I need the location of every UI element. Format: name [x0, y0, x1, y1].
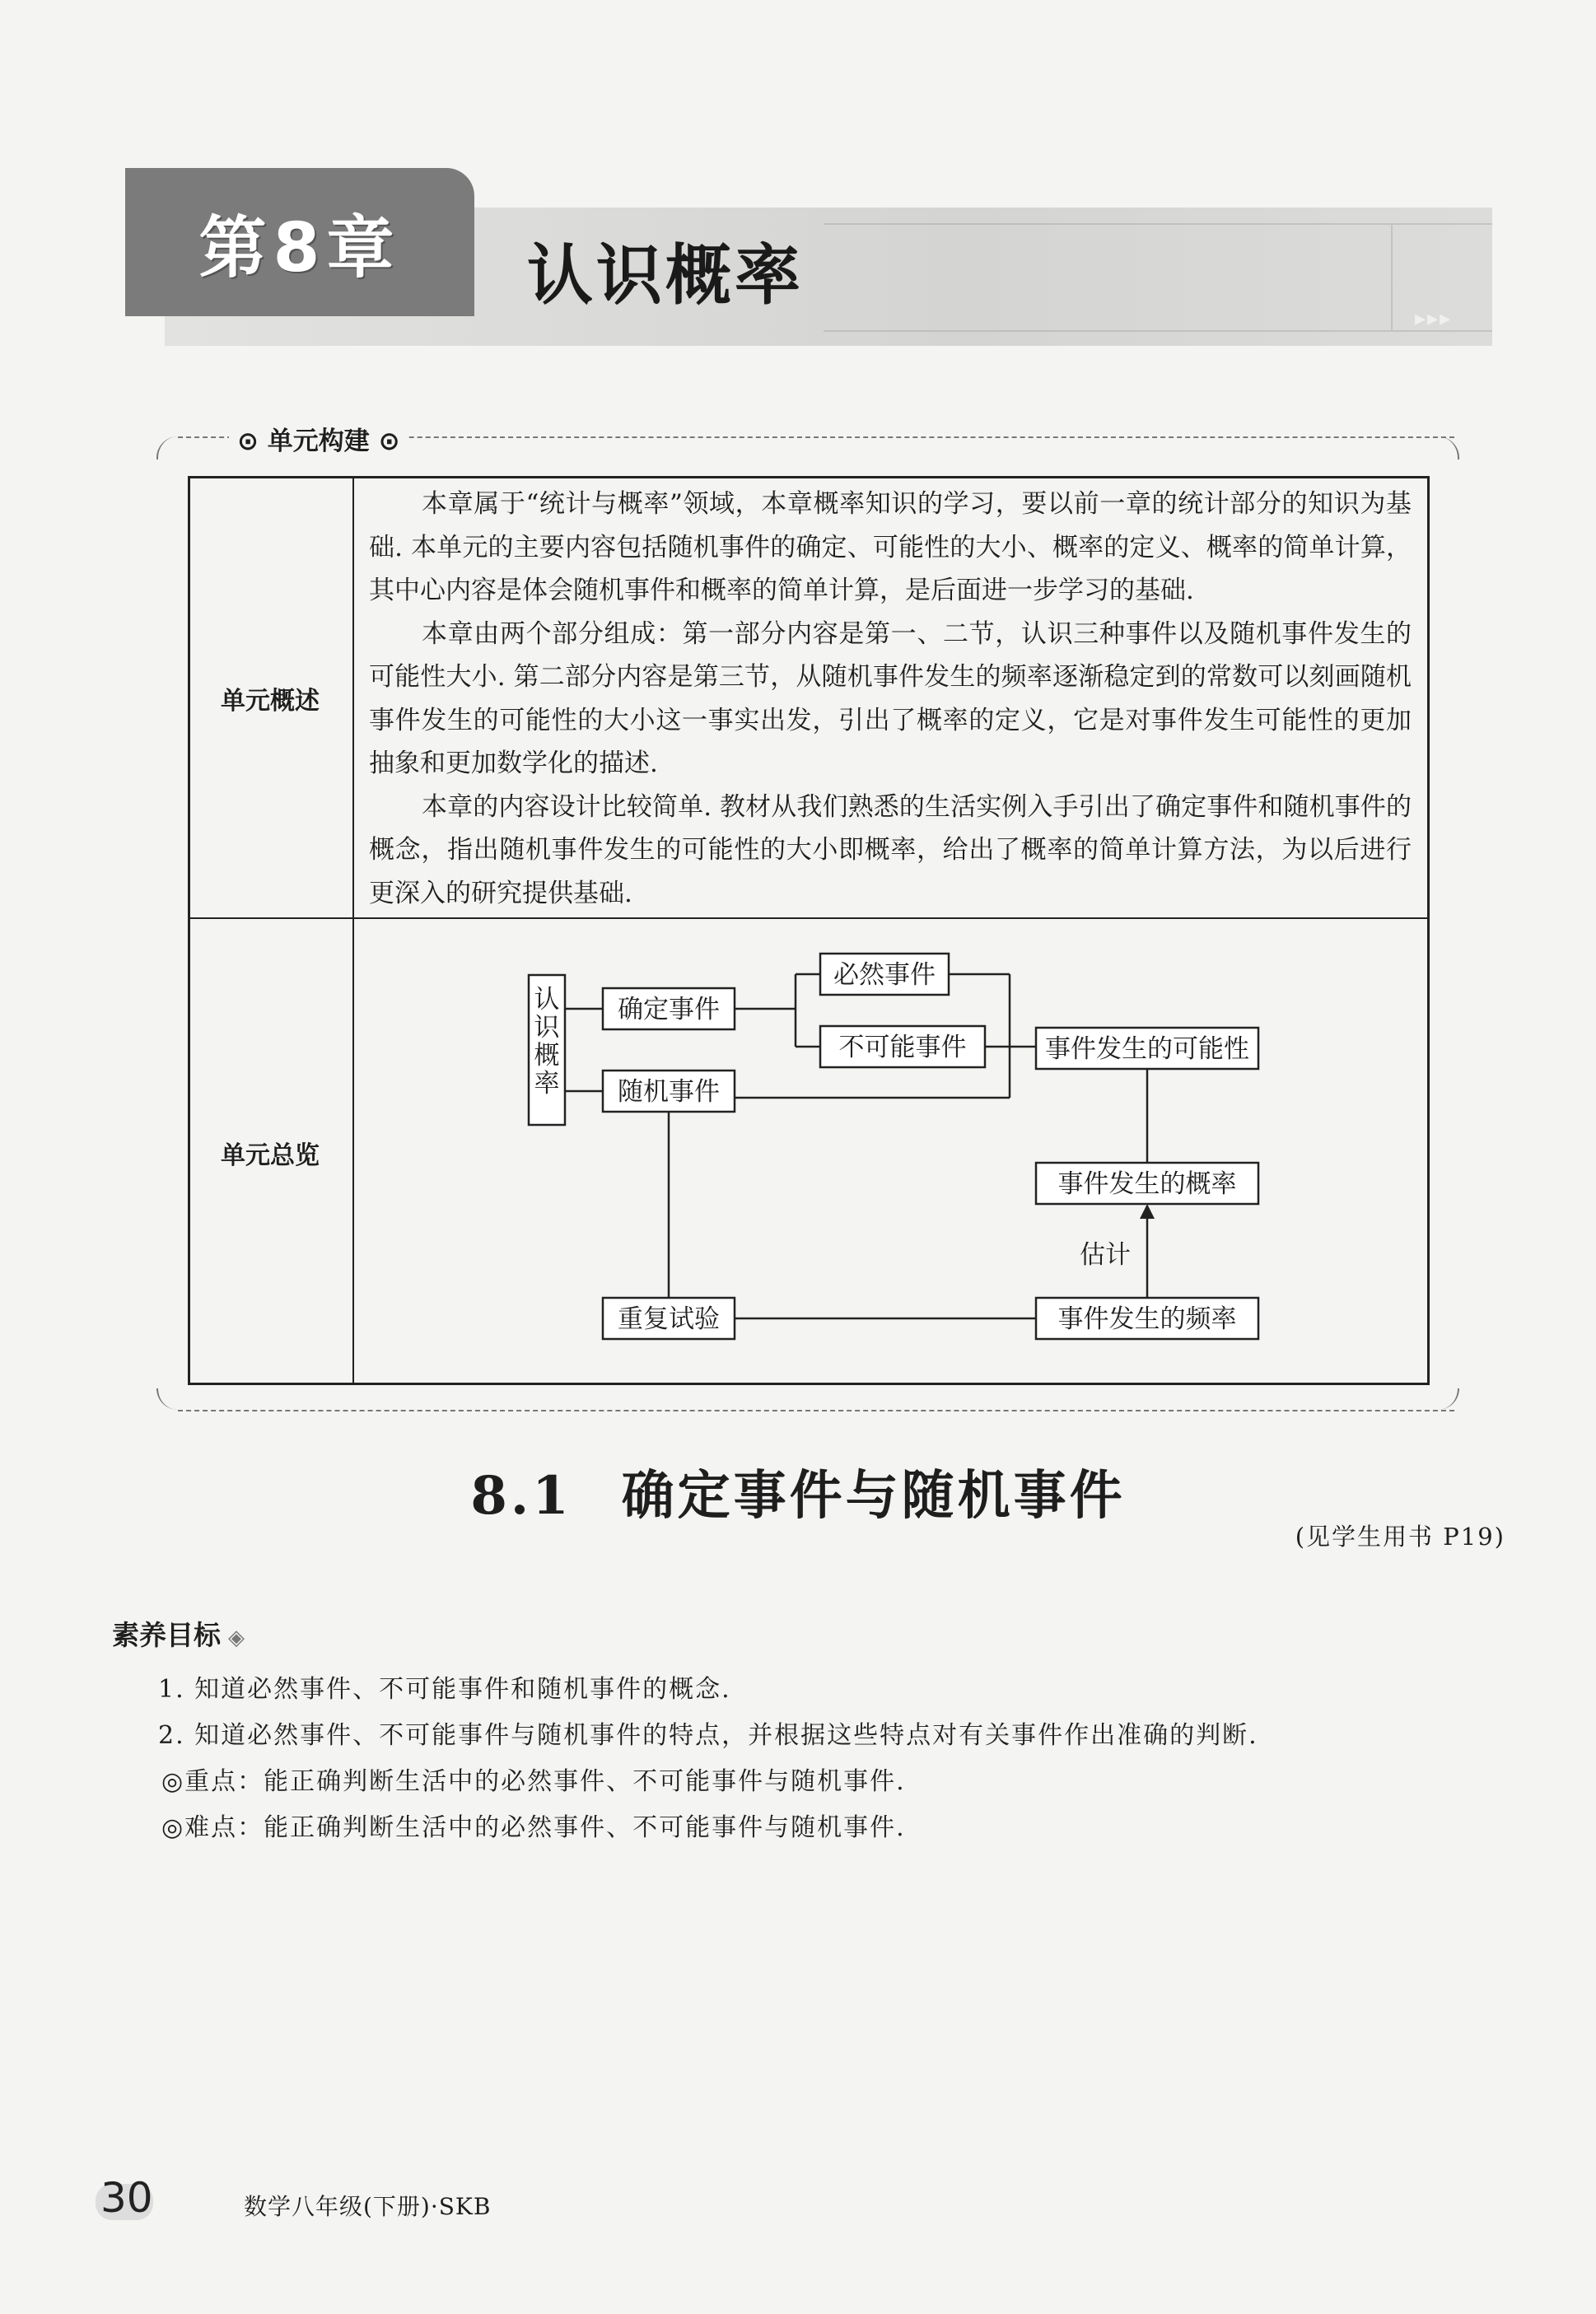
probability-node: 事件发生的概率 — [1057, 1169, 1237, 1199]
concept-diagram — [354, 919, 1425, 1380]
section-number: 8.1 — [470, 1465, 572, 1527]
row-label-overview: 单元概述 — [221, 687, 320, 716]
bullet-circle-icon: ⊙ — [369, 427, 400, 456]
chapter-label: 第8章 — [198, 208, 401, 287]
section-title-text: 确定事件与随机事件 — [621, 1465, 1126, 1527]
inevitable-event-node: 必然事件 — [833, 960, 936, 990]
key-point: ◎重点：能正确判断生活中的必然事件、不可能事件与随机事件. — [161, 1767, 906, 1796]
banner-ghost-texture — [824, 208, 1492, 346]
frame-corner-bottom-right — [1436, 1388, 1459, 1410]
frequency-node: 事件发生的频率 — [1057, 1304, 1237, 1334]
overview-paragraph: 本章由两个部分组成：第一部分内容是第一、二节，认识三种事件以及随机事件发生的可能性大小. 第二部分内容是第三节，从随机事件发生的频率逐渐稳定到的常数可以刻画随机事件发生的可能性的大小这一事实出发，引出了概率的定义，它是对事件发生可能性的更加抽象和更加数学化的描述. — [369, 618, 1412, 778]
arrow-up-icon — [1140, 1204, 1155, 1219]
page-number: 30 — [100, 2174, 153, 2222]
book-info: 数学八年级(下册)·SKB — [244, 2193, 492, 2220]
root-node: 识 — [534, 1013, 560, 1043]
section-bottom-line — [178, 1410, 1454, 1411]
frame-corner-top-left — [156, 436, 180, 460]
goal-item: 2. 知道必然事件、不可能事件与随机事件的特点，并根据这些特点对有关事件作出准确的判断. — [158, 1721, 1258, 1750]
goals-heading — [112, 1614, 245, 1653]
row-label-summary: 单元总览 — [221, 1141, 320, 1170]
certain-event-node: 确定事件 — [618, 995, 720, 1024]
root-node: 认 — [534, 985, 560, 1015]
repeated-trials-node: 重复试验 — [618, 1304, 720, 1334]
root-node: 概 — [534, 1041, 560, 1071]
root-node: 率 — [534, 1069, 560, 1099]
goal-item: 1. 知道必然事件、不可能事件和随机事件的概念. — [158, 1675, 731, 1704]
difficult-point: ◎难点：能正确判断生活中的必然事件、不可能事件与随机事件. — [161, 1813, 906, 1842]
frame-corner-bottom-left — [156, 1388, 180, 1410]
arrow-mark-icon: ▸▸▸ — [1415, 306, 1453, 331]
chapter-title: 认识概率 — [527, 237, 804, 314]
student-book-reference: (见学生用书 P19) — [1295, 1523, 1505, 1551]
bullet-circle-icon: ⊙ — [237, 427, 268, 456]
possibility-node: 事件发生的可能性 — [1045, 1034, 1249, 1064]
unit-build-heading — [229, 420, 408, 457]
unit-overview-text — [369, 483, 1412, 915]
estimate-label: 估计 — [1080, 1240, 1131, 1270]
frame-corner-top-right — [1436, 436, 1459, 460]
overview-paragraph: 本章的内容设计比较简单. 教材从我们熟悉的生活实例入手引出了确定事件和随机事件的概念，指出随机事件发生的可能性的大小即概率，给出了概率的简单计算方法，为以后进行更深入的研究提供基础. — [369, 791, 1412, 908]
goals-heading-text: 素养目标 — [112, 1619, 221, 1651]
diamond-icon: ◈ — [221, 1626, 245, 1650]
random-event-node: 随机事件 — [618, 1077, 720, 1107]
impossible-event-node: 不可能事件 — [838, 1033, 967, 1062]
unit-build-label: 单元构建 — [267, 427, 370, 456]
overview-paragraph: 本章属于“统计与概率”领域，本章概率知识的学习，要以前一章的统计部分的知识为基础. 本单元的主要内容包括随机事件的确定、可能性的大小、概率的定义、概率的简单计算，其中心内容是体会随机事件和概率的简单计算，是后面进一步学习的基础. — [369, 489, 1412, 605]
